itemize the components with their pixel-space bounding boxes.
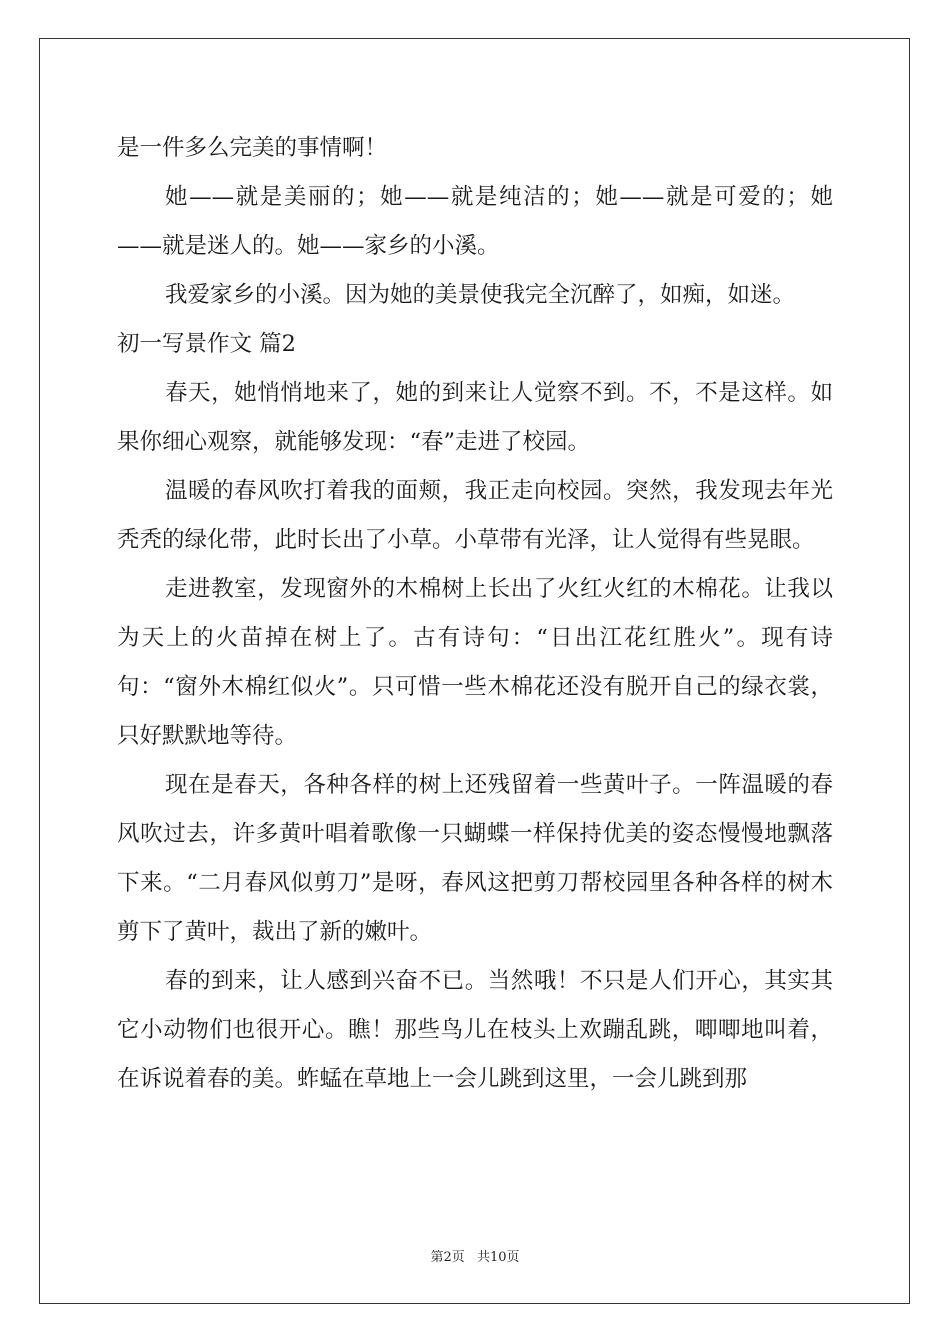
page-footer	[0, 1246, 950, 1265]
paragraph-6: 走进教室，发现窗外的木棉树上长出了火红火红的木棉花。让我以为天上的火苗掉在树上了。古有诗句：“日出江花红胜火”。现有诗句：“窗外木棉红似火”。只可惜一些木棉花还没有脱开自己的绿衣裳，只好默默地等待。	[117, 576, 833, 749]
paragraph-7: 现在是春天，各种各样的树上还残留着一些黄叶子。一阵温暖的春风吹过去，许多黄叶唱着歌像一只蝴蝶一样保持优美的姿态慢慢地飘落下来。“二月春风似剪刀”是呀，春风这把剪刀帮校园里各种各样的树木剪下了黄叶，裁出了新的嫩叶。	[117, 772, 833, 945]
paragraph-1: 是一件多么完美的事情啊！	[117, 135, 388, 161]
paragraph-4: 春天，她悄悄地来了，她的到来让人觉察不到。不，不是这样。如果你细心观察，就能够发现：“春”走进了校园。	[117, 380, 833, 455]
page-number: 第2页	[430, 1250, 465, 1265]
page-total: 共10页	[476, 1250, 520, 1265]
paragraph-2: 她——就是美丽的；她——就是纯洁的；她——就是可爱的；她——就是迷人的。她——家乡的小溪。	[117, 184, 833, 259]
paragraph-8: 春的到来，让人感到兴奋不已。当然哦！不只是人们开心，其实其它小动物们也很开心。瞧！那些鸟儿在枝头上欢蹦乱跳，唧唧地叫着，在诉说着春的美。蚱蜢在草地上一会儿跳到这里，一会儿跳到那	[117, 968, 833, 1092]
paragraph-3: 我爱家乡的小溪。因为她的美景使我完全沉醉了，如痴，如迷。	[165, 282, 796, 308]
section-heading: 初一写景作文 篇2	[117, 331, 296, 357]
paragraph-5: 温暖的春风吹打着我的面颊，我正走向校园。突然，我发现去年光秃秃的绿化带，此时长出了小草。小草带有光泽，让人觉得有些晃眼。	[117, 478, 833, 553]
document-body	[117, 124, 833, 1104]
